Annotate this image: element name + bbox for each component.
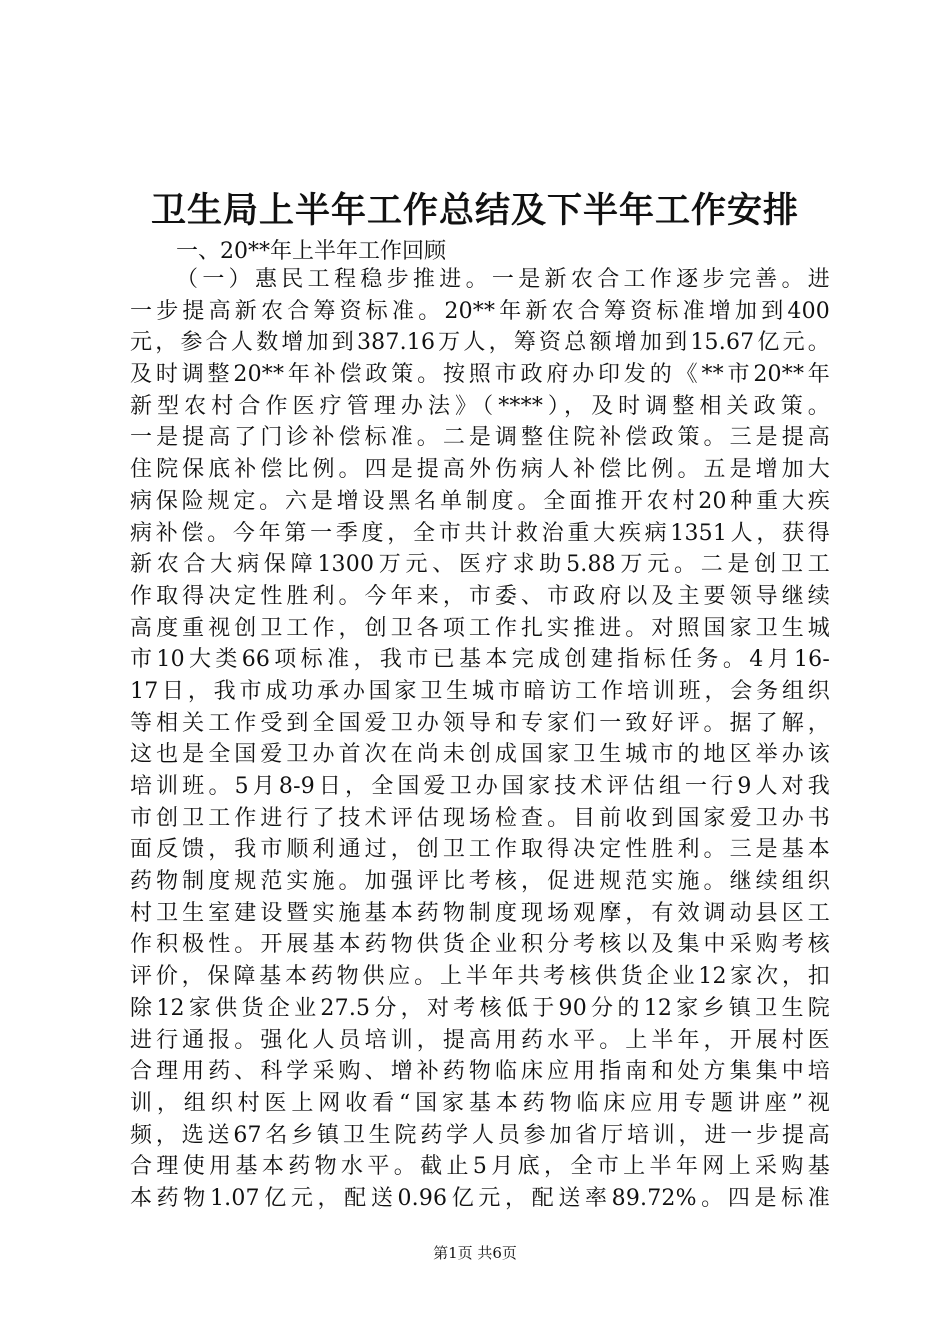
paragraph-line: 元，参合人数增加到387.16万人，筹资总额增加到15.67亿元。 [130, 330, 830, 356]
paragraph-line: 作积极性。开展基本药物供货企业积分考核以及集中采购考核 [130, 932, 830, 958]
paragraph-line: 17日，我市成功承办国家卫生城市暗访工作培训班，会务组织 [130, 678, 830, 704]
paragraph-line: 这也是全国爱卫办首次在尚未创成国家卫生城市的地区举办该 [130, 742, 830, 768]
paragraph-line: 病补偿。今年第一季度，全市共计救治重大疾病1351人，获得 [130, 520, 830, 546]
paragraph-line: 市10大类66项标准，我市已基本完成创建指标任务。4月16- [130, 647, 830, 673]
paragraph-line: 除12家供货企业27.5分，对考核低于90分的12家乡镇卫生院 [130, 995, 830, 1021]
paragraph-line: 等相关工作受到全国爱卫办领导和专家们一致好评。据了解， [130, 710, 830, 736]
paragraph-line: 面反馈，我市顺利通过，创卫工作取得决定性胜利。三是基本 [130, 837, 830, 863]
paragraph-line: 本药物1.07亿元，配送0.96亿元，配送率89.72%。四是标准 [130, 1185, 830, 1211]
section-heading: 一、20**年上半年工作回顾 [176, 239, 446, 264]
paragraph-line: 市创卫工作进行了技术评估现场检查。目前收到国家爱卫办书 [130, 805, 830, 831]
paragraph-line: 病保险规定。六是增设黑名单制度。全面推开农村20种重大疾 [130, 488, 830, 514]
paragraph-line: 高度重视创卫工作，创卫各项工作扎实推进。对照国家卫生城 [130, 615, 830, 641]
paragraph-line: 新型农村合作医疗管理办法》（****），及时调整相关政策。 [130, 393, 830, 419]
paragraph-line: 训，组织村医上网收看“国家基本药物临床应用专题讲座”视 [130, 1090, 830, 1116]
paragraph-line: 合理用药、科学采购、增补药物临床应用指南和处方集集中培 [130, 1059, 830, 1085]
paragraph-line: 合理使用基本药物水平。截止5月底，全市上半年网上采购基 [130, 1154, 830, 1180]
paragraph-line: 频，选送67名乡镇卫生院药学人员参加省厅培训，进一步提高 [130, 1122, 830, 1148]
paragraph-line: 村卫生室建设暨实施基本药物制度现场观摩，有效调动县区工 [130, 900, 830, 926]
paragraph-line: （一）惠民工程稳步推进。一是新农合工作逐步完善。进 [176, 267, 830, 292]
paragraph-line: 及时调整20**年补偿政策。按照市政府办印发的《**市20**年 [130, 362, 830, 388]
paragraph-line: 新农合大病保障1300万元、医疗求助5.88万元。二是创卫工 [130, 552, 830, 578]
page-footer: 第1页 共6页 [433, 1244, 517, 1262]
paragraph-line: 住院保底补偿比例。四是提高外伤病人补偿比例。五是增加大 [130, 457, 830, 483]
paragraph-line: 一步提高新农合筹资标准。20**年新农合筹资标准增加到400 [130, 298, 830, 324]
body-paragraph [130, 264, 830, 1215]
paragraph-line: 作取得决定性胜利。今年来，市委、市政府以及主要领导继续 [130, 583, 830, 609]
document-title: 卫生局上半年工作总结及下半年工作安排 [150, 190, 799, 231]
paragraph-line: 进行通报。强化人员培训，提高用药水平。上半年，开展村医 [130, 1027, 830, 1053]
paragraph-line: 一是提高了门诊补偿标准。二是调整住院补偿政策。三是提高 [130, 425, 830, 451]
paragraph-line: 培训班。5月8-9日，全国爱卫办国家技术评估组一行9人对我 [130, 774, 830, 799]
paragraph-line: 评价，保障基本药物供应。上半年共考核供货企业12家次，扣 [130, 964, 830, 990]
paragraph-line: 药物制度规范实施。加强评比考核，促进规范实施。继续组织 [130, 869, 830, 895]
